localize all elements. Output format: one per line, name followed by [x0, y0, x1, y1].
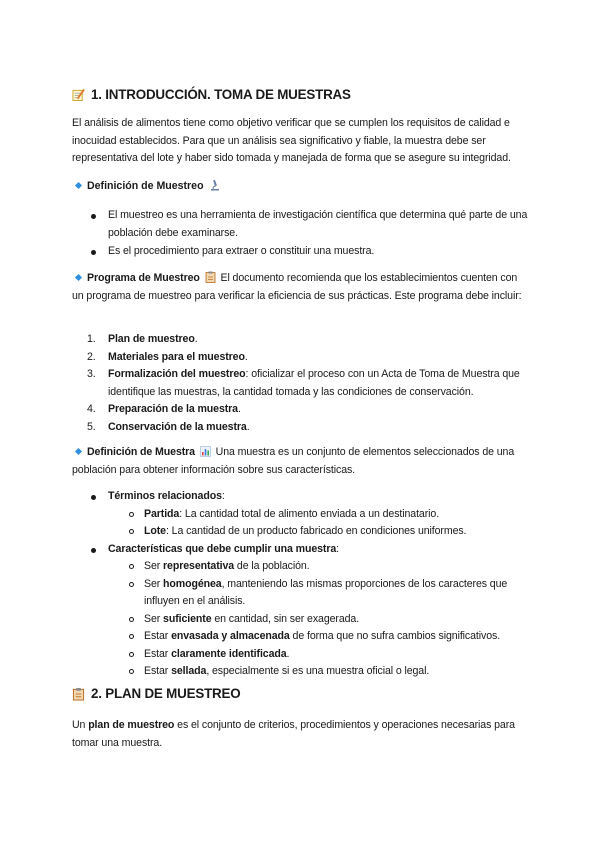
small-blue-diamond-icon — [75, 448, 82, 455]
definicion-muestra-paragraph: Definición de Muestra Una muestra es un conjunto de elementos seleccionados de una población para obtener información sobre sus características. — [72, 446, 515, 476]
sub-list-item: Ser homogénea, manteniendo las mismas proporciones de los caracteres que influyen en el análisis. — [72, 576, 530, 611]
definicion-muestreo-heading: Definición de Muestreo — [72, 178, 530, 196]
sub-list-item: Ser representativa de la población. — [72, 558, 530, 576]
circle-bullet-icon — [129, 582, 134, 587]
list-item: Es el procedimiento para extraer o constituir una muestra. — [72, 243, 530, 261]
bullet-icon — [91, 250, 96, 255]
small-blue-diamond-icon — [75, 274, 82, 281]
circle-bullet-icon — [129, 669, 134, 674]
section-1-header — [72, 85, 530, 105]
microscope-icon — [209, 179, 221, 191]
section-2-header — [72, 684, 530, 704]
small-blue-diamond-icon — [75, 182, 82, 189]
intro-paragraph: El análisis de alimentos tiene como objetivo verificar que se cumplen los requisitos de calidad e inocuidad establecidos. Para que un análisis sea significativo y fiable, la muestra debe ser representativa del lote y haber sido tomada y manejada de forma que se asegure su integridad. — [72, 117, 511, 164]
definicion-muestra-list — [72, 488, 530, 681]
memo-icon — [72, 88, 85, 102]
bullet-icon — [91, 548, 96, 553]
section-2-paragraph: Un plan de muestreo es el conjunto de criterios, procedimientos y operaciones necesarias para tomar una muestra. — [72, 719, 515, 749]
list-item: 3. Formalización del muestreo: oficializar el proceso con un Acta de Toma de Muestra que identifique las muestras, la cantidad tomada y las condiciones de conservación. — [87, 368, 520, 398]
section-2-title: 2. PLAN DE MUESTREO — [91, 686, 241, 701]
list-item: 2. Materiales para el muestreo. — [87, 350, 248, 363]
sub-list-item: Estar sellada, especialmente si es una muestra oficial o legal. — [72, 663, 530, 681]
sub-list-item: Lote: La cantidad de un producto fabricado en condiciones uniformes. — [72, 523, 530, 541]
clipboard-icon — [72, 687, 85, 701]
sub-list-item: Ser suficiente en cantidad, sin ser exagerada. — [72, 611, 530, 629]
section-1-title: 1. INTRODUCCIÓN. TOMA DE MUESTRAS — [91, 87, 351, 102]
definicion-muestreo-list — [72, 207, 530, 261]
list-item: 1. Plan de muestreo. — [87, 333, 198, 345]
circle-bullet-icon — [129, 617, 134, 622]
list-item: 5. Conservación de la muestra. — [87, 420, 250, 433]
circle-bullet-icon — [129, 652, 134, 657]
programa-paragraph: Programa de Muestreo El documento recomienda que los establecimientos cuenten con un programa de muestreo para verificar la eficiencia de sus prácticas. Este programa debe incluir: — [72, 272, 522, 302]
bullet-icon — [91, 495, 96, 500]
list-item-terminos: Términos relacionados: — [72, 488, 530, 506]
sub-list-item: Estar claramente identificada. — [72, 646, 530, 664]
circle-bullet-icon — [129, 634, 134, 639]
list-item-caracteristicas: Características que debe cumplir una muestra: — [72, 541, 530, 559]
list-item: 4. Preparación de la muestra. — [87, 403, 241, 415]
list-item: El muestreo es una herramienta de investigación científica que determina qué parte de una población debe examinarse. — [72, 207, 530, 242]
sub-list-item: Partida: La cantidad total de alimento enviada a un destinatario. — [72, 506, 530, 524]
programa-list — [72, 331, 530, 436]
bar-chart-icon — [200, 446, 211, 457]
circle-bullet-icon — [129, 529, 134, 534]
circle-bullet-icon — [129, 564, 134, 569]
sub-list-item: Estar envasada y almacenada de forma que no sufra cambios significativos. — [72, 628, 530, 646]
clipboard-icon — [205, 271, 216, 283]
bullet-icon — [91, 214, 96, 219]
circle-bullet-icon — [129, 512, 134, 517]
